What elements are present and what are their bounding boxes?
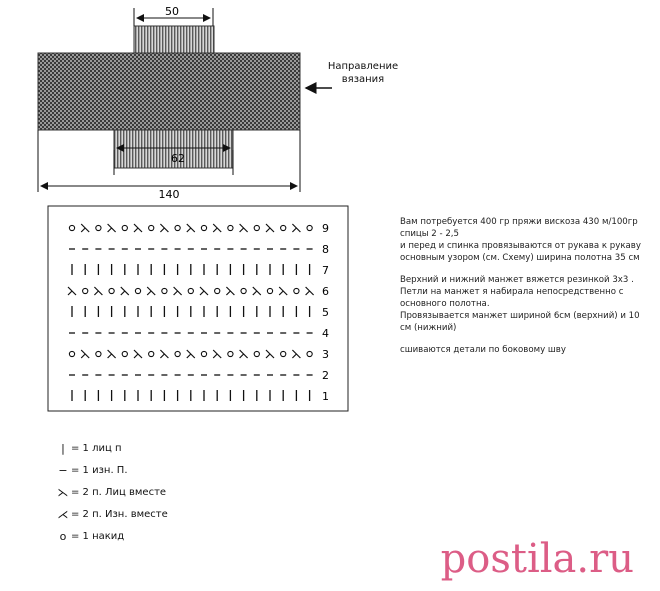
decrease-mark	[160, 224, 168, 232]
knit-stitch-icon: |	[61, 442, 65, 455]
row-number: 4	[322, 327, 329, 340]
yarn-over-mark	[241, 288, 246, 293]
garment-schematic	[0, 0, 660, 200]
yarn-over-icon: o	[59, 530, 67, 543]
yarn-over-mark	[149, 225, 154, 230]
legend-item-p2tog	[55, 504, 168, 526]
decrease-mark	[134, 224, 142, 232]
row-number: 2	[322, 369, 329, 382]
decrease-mark	[200, 287, 208, 295]
decrease-mark	[81, 350, 89, 358]
total-width-label: 140	[158, 188, 180, 200]
yarn-over-mark	[109, 288, 114, 293]
row-number: 1	[322, 390, 329, 403]
legend-item-k2tog	[55, 482, 168, 504]
yarn-over-mark	[228, 225, 233, 230]
yarn-over-mark	[96, 225, 101, 230]
yarn-over-mark	[162, 288, 167, 293]
legend-text: = 2 п. Лиц вместе	[71, 487, 167, 498]
legend-text: = 1 лиц п	[71, 443, 122, 454]
decrease-mark	[108, 350, 116, 358]
note-cuff: Верхний и нижний манжет вяжется резинкой 3х3 . Петли на манжет я набирала непосредственно с основного полотна. Провязывается манжет шириной 6см (верхний) и 10 см (нижний)	[400, 275, 640, 333]
decrease-mark	[279, 287, 287, 295]
decrease-mark	[266, 224, 274, 232]
legend-text: = 1 изн. П.	[71, 465, 128, 476]
yarn-over-mark	[215, 288, 220, 293]
yarn-over-mark	[228, 351, 233, 356]
cuff-width-label: 62	[171, 152, 185, 165]
watermark-logo: postila.ru	[440, 536, 634, 582]
decrease-mark	[292, 350, 300, 358]
yarn-over-mark	[281, 351, 286, 356]
main-body	[38, 53, 300, 130]
decrease-mark	[81, 224, 89, 232]
yarn-over-mark	[175, 351, 180, 356]
legend-text: = 1 накид	[71, 531, 125, 542]
yarn-over-mark	[201, 225, 206, 230]
decrease-mark	[108, 224, 116, 232]
yarn-over-mark	[201, 351, 206, 356]
row-number: 6	[322, 285, 329, 298]
yarn-over-mark	[135, 288, 140, 293]
yarn-over-mark	[267, 288, 272, 293]
decrease-mark	[213, 224, 221, 232]
top-width-label: 50	[165, 5, 179, 18]
row-number: 3	[322, 348, 329, 361]
yarn-over-mark	[69, 225, 74, 230]
yarn-over-mark	[188, 288, 193, 293]
chart-frame	[48, 206, 348, 411]
decrease-mark	[253, 287, 261, 295]
decrease-mark	[292, 224, 300, 232]
stitch-chart	[0, 200, 380, 420]
direction-label: Направление вязания	[327, 61, 399, 85]
decrease-mark	[94, 287, 102, 295]
yarn-over-mark	[281, 225, 286, 230]
legend-item-yarn-over	[55, 526, 168, 548]
p2tog-icon: ⋌	[57, 508, 69, 521]
yarn-over-mark	[307, 351, 312, 356]
yarn-over-mark	[254, 351, 259, 356]
yarn-over-mark	[69, 351, 74, 356]
legend-item-purl	[55, 460, 168, 482]
yarn-over-mark	[122, 225, 127, 230]
note-yarn: Вам потребуется 400 гр пряжи вискоза 430 м/100гр спицы 2 - 2,5 и перед и спинка провязываются от рукава к рукаву основным узором (см. Схему) ширина полотна 35 см	[400, 217, 641, 263]
decrease-mark	[240, 224, 248, 232]
row-number: 8	[322, 243, 329, 256]
instructions	[400, 216, 650, 366]
yarn-over-mark	[149, 351, 154, 356]
purl-stitch-icon: −	[58, 464, 68, 477]
legend	[55, 438, 168, 548]
yarn-over-mark	[83, 288, 88, 293]
decrease-mark	[174, 287, 182, 295]
decrease-mark	[240, 350, 248, 358]
yarn-over-mark	[96, 351, 101, 356]
note-seam: сшиваются детали по боковому шву	[400, 345, 566, 355]
row-number: 5	[322, 306, 329, 319]
row-number: 9	[322, 222, 329, 235]
decrease-mark	[160, 350, 168, 358]
decrease-mark	[134, 350, 142, 358]
yarn-over-mark	[175, 225, 180, 230]
decrease-mark	[306, 287, 314, 295]
yarn-over-mark	[122, 351, 127, 356]
decrease-mark	[266, 350, 274, 358]
decrease-mark	[121, 287, 129, 295]
row-number: 7	[322, 264, 329, 277]
yarn-over-mark	[294, 288, 299, 293]
legend-text: = 2 п. Изн. вместе	[71, 509, 168, 520]
yarn-over-mark	[254, 225, 259, 230]
decrease-mark	[226, 287, 234, 295]
legend-item-knit	[55, 438, 168, 460]
top-cuff	[134, 26, 214, 53]
decrease-mark	[68, 287, 76, 295]
decrease-mark	[147, 287, 155, 295]
k2tog-icon: ⋋	[57, 486, 69, 499]
decrease-mark	[187, 224, 195, 232]
yarn-over-mark	[307, 225, 312, 230]
decrease-mark	[213, 350, 221, 358]
decrease-mark	[187, 350, 195, 358]
